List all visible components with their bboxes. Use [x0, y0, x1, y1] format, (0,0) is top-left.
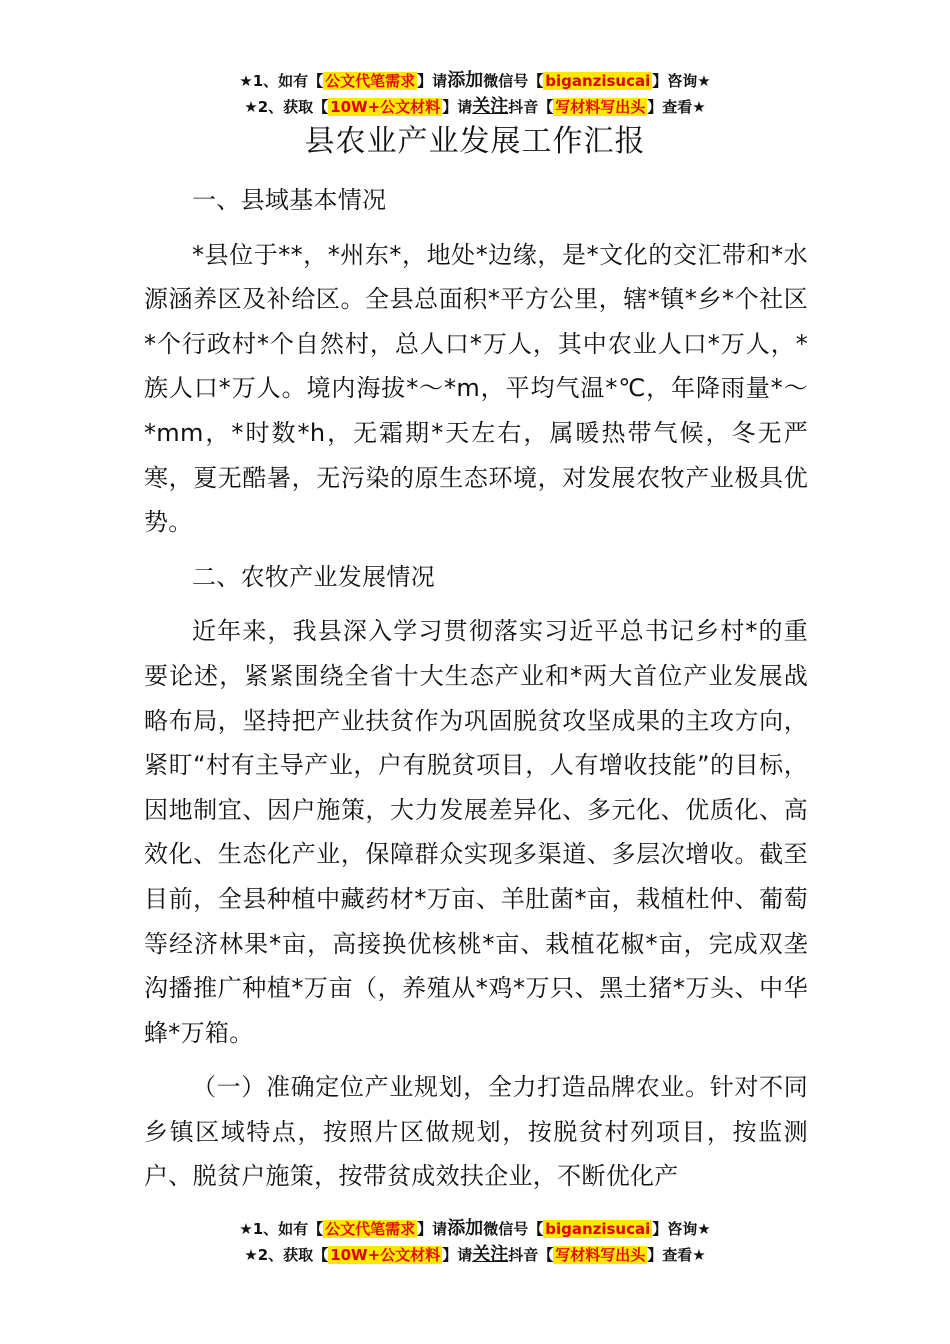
highlight-materials: 10W+公文材料 [330, 1246, 441, 1264]
promo-line-2: ★2、获取【 10W+公文材料 】请关注抖音【 写材料写出头 】查看★ [244, 96, 706, 117]
paragraph-planning: （一）准确定位产业规划，全力打造品牌农业。针对不同乡镇区域特点，按照片区做规划，按脱贫村列项目，按监测户、脱贫户施策，按带贫成效扶企业，不断优化产 [144, 1073, 808, 1191]
document-body [144, 178, 808, 1199]
promo-line-1: ★1、如有【 公文代笔需求 】请添加微信号【 biganzisucai 】咨询★ [239, 70, 711, 91]
paragraph-development: 近年来，我县深入学习贯彻落实习近平总书记乡村*的重要论述，紧紧围绕全省十大生态产业和*两大首位产业发展战略布局，坚持把产业扶贫作为巩固脱贫攻坚成果的主攻方向，紧盯“村有主导产业，户有脱贫项目，人有增收技能”的目标，因地制宜、因户施策，大力发展差异化、多元化、优质化、高效化、生态化产业，保障群众实现多渠道、多层次增收。截至目前，全县种植中藏药材*万亩、羊肚菌*亩，栽植杜仲、葡萄等经济林果*亩，高接换优核桃*亩、栽植花椒*亩，完成双垄沟播推广种植*万亩（，养殖从*鸡*万只、黑土猪*万头、中华蜂*万箱。 [144, 617, 808, 1047]
section-heading-2: 二、农牧产业发展情况 [192, 562, 435, 591]
section-heading-1: 一、县域基本情况 [192, 186, 387, 214]
promo-line-2: ★2、获取【 10W+公文材料 】请关注抖音【 写材料写出头 】查看★ [244, 1244, 706, 1265]
highlight-douyin: 写材料写出头 [555, 1246, 646, 1264]
document-title: 县农业产业发展工作汇报 [304, 124, 646, 159]
promo-line-1: ★1、如有【 公文代笔需求 】请添加微信号【 biganzisucai 】咨询★ [239, 1218, 711, 1239]
highlight-wechat-id: biganzisucai [545, 1220, 651, 1238]
highlight-service: 公文代笔需求 [325, 1220, 416, 1238]
highlight-wechat-id: biganzisucai [545, 72, 651, 90]
highlight-douyin: 写材料写出头 [555, 98, 646, 116]
highlight-service: 公文代笔需求 [325, 72, 416, 90]
promo-banner-bottom [0, 1216, 950, 1268]
promo-banner-top [0, 68, 950, 120]
highlight-materials: 10W+公文材料 [330, 98, 441, 116]
paragraph-county-overview: *县位于**，*州东*，地处*边缘，是*文化的交汇带和*水源涵养区及补给区。全县总面积*平方公里，辖*镇*乡*个社区*个行政村*个自然村，总人口*万人，其中农业人口*万人，*族人口*万人。境内海拔*～*m，平均气温*℃，年降雨量*～*mm，*时数*h，无霜期*天左右，属暖热带气候，冬无严寒，夏无酷暑，无污染的原生态环境，对发展农牧产业极具优势。 [144, 240, 808, 537]
